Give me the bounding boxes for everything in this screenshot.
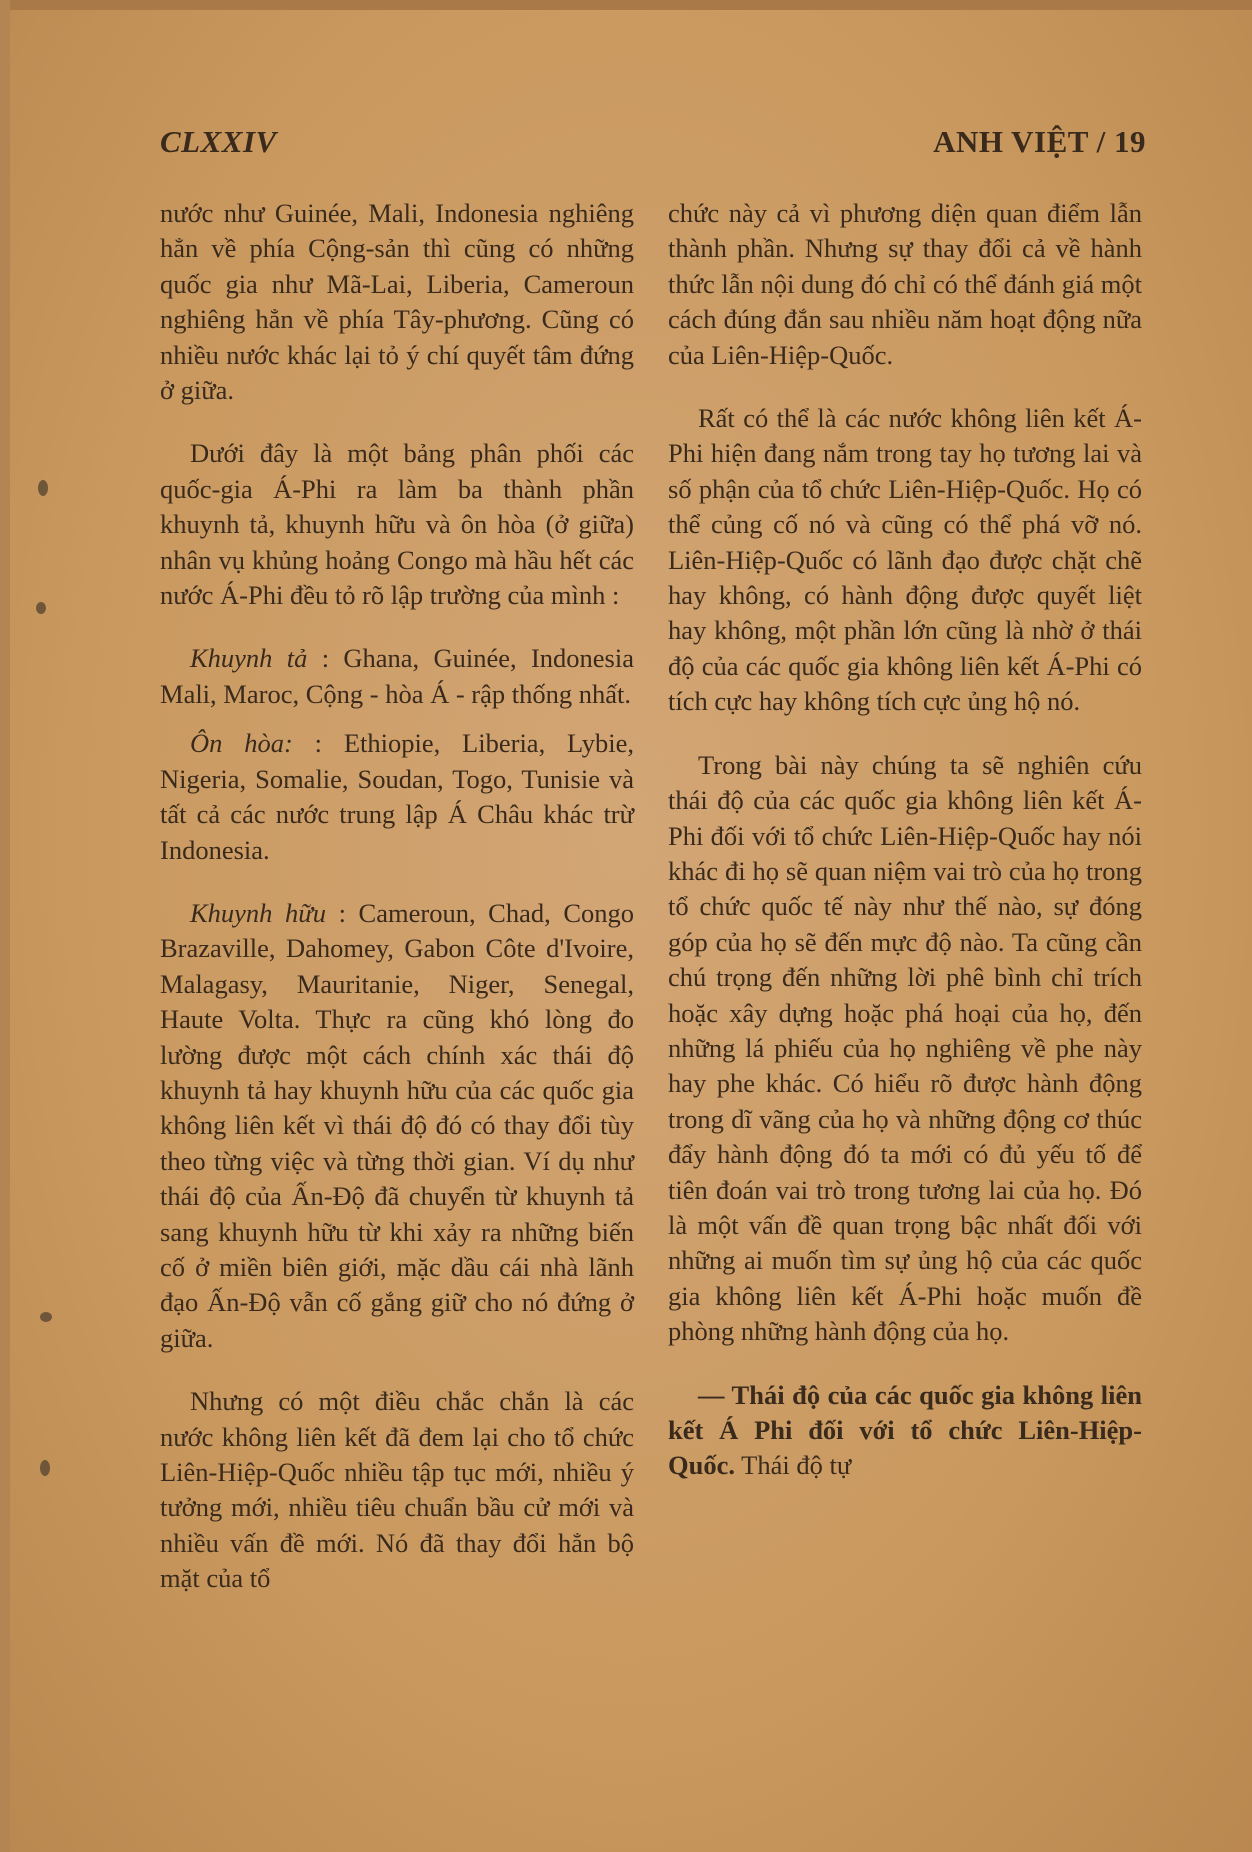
category-label: Khuynh tả: [190, 643, 308, 674]
page-label: CLXXIV: [160, 124, 277, 159]
category-label: Khuynh hữu: [190, 897, 326, 928]
page-header: [160, 124, 1146, 168]
category-list: : Cameroun, Chad, Congo Brazaville, Dahomey, Gabon Côte d'Ivoire, Malagasy, Mauritanie, Niger, Senegal, Haute Volta. Thực ra cũng khó lòng đo lường được một cách chính xác thái độ khuynh tả hay khuynh hữu của các quốc gia không liên kết vì thái độ đó có thay đổi tùy theo từng việc và từng thời gian. Ví dụ như thái độ của Ấn-Độ đã chuyển từ khuynh tả sang khuynh hữu từ khi xảy ra những biến cố ở miền biên giới, mặc dầu cái nhà lãnh đạo Ấn-Độ vẫn cố gắng giữ cho nó đứng ở giữa.: [160, 897, 634, 1353]
binding-hole-mark: [40, 1312, 52, 1322]
binding-hole-mark: [36, 602, 46, 614]
left-column: [160, 196, 634, 1597]
category-list: : Ghana, Guinée, Indonesia Mali, Maroc, Cộng - hòa Á - rập thống nhất.: [160, 643, 634, 709]
category-label: Ôn hòa:: [190, 728, 293, 759]
paragraph: [160, 896, 634, 1356]
section-heading: — Thái độ của các quốc gia không liên kết Á Phi đối với tổ chức Liên-Hiệp-Quốc.: [668, 1379, 1142, 1481]
binding-hole-mark: [38, 480, 48, 496]
paragraph: Nhưng có một điều chắc chắn là các nước không liên kết đã đem lại cho tổ chức Liên-Hiệp-Quốc nhiều tập tục mới, nhiều ý tưởng mới, nhiều tiêu chuẩn bầu cử mới và nhiều vấn đề mới. Nó đã thay đổi hẳn bộ mặt của tổ: [160, 1386, 634, 1594]
paragraph: Rất có thể là các nước không liên kết Á-Phi hiện đang nắm trong tay họ tương lai và số phận của tổ chức Liên-Hiệp-Quốc. Họ có thể củng cố nó và cũng có thể phá vỡ nó. Liên-Hiệp-Quốc có lãnh đạo được chặt chẽ hay không, có hành động được quyết liệt hay không, một phần lớn cũng là nhờ ở thái độ của các quốc gia không liên kết Á-Phi có tích cực hay không tích cực ủng hộ nó.: [668, 403, 1142, 717]
paragraph: [160, 641, 634, 712]
right-column: [668, 196, 1142, 1484]
paragraph: Dưới đây là một bảng phân phối các quốc-gia Á-Phi ra làm ba thành phần khuynh tả, khuynh hữu và ôn hòa (ở giữa) nhân vụ khủng hoảng Congo mà hầu hết các nước Á-Phi đều tỏ rõ lập trường của mình :: [160, 438, 634, 611]
paragraph: [668, 1378, 1142, 1484]
page-edge-top: [0, 0, 1252, 10]
section-text: Thái độ tự: [735, 1450, 852, 1481]
paragraph: [160, 726, 634, 868]
running-title: ANH VIỆT / 19: [933, 124, 1146, 159]
binding-hole-mark: [40, 1460, 50, 1476]
page-edge-left: [0, 0, 10, 1852]
paragraph: Trong bài này chúng ta sẽ nghiên cứu thái độ của các quốc gia không liên kết Á-Phi đối với tổ chức Liên-Hiệp-Quốc hay nói khác đi họ sẽ quan niệm vai trò của họ trong tổ chức quốc tế này như thế nào, sự đóng góp của họ sẽ đến mực độ nào. Ta cũng cần chú trọng đến những lời phê bình chỉ trích hoặc xây dựng hoặc phá hoại của họ, đến những lá phiếu của họ nghiêng về phe này hay phe khác. Có hiểu rõ được hành động trong dĩ vãng của họ và những động cơ thúc đẩy hành động đó ta mới có đủ yếu tố để tiên đoán vai trò trong tương lai của họ. Đó là một vấn đề quan trọng bậc nhất đối với những ai muốn tìm sự ủng hộ của các quốc gia không liên kết Á-Phi hoặc muốn đề phòng những hành động của họ.: [668, 749, 1142, 1347]
category-list: : Ethiopie, Liberia, Lybie, Nigeria, Somalie, Soudan, Togo, Tunisie và tất cả các nước trung lập Á Châu khác trừ Indonesia.: [160, 728, 634, 865]
paragraph: nước như Guinée, Mali, Indonesia nghiêng hẳn về phía Cộng-sản thì cũng có những quốc gia như Mã-Lai, Liberia, Cameroun nghiêng hẳn về phía Tây-phương. Cũng có nhiều nước khác lại tỏ ý chí quyết tâm đứng ở giữa.: [160, 198, 634, 406]
paragraph: chức này cả vì phương diện quan điểm lẫn thành phần. Nhưng sự thay đổi cả về hành thức lẫn nội dung đó chỉ có thể đánh giá một cách đúng đắn sau nhiều năm hoạt động nữa của Liên-Hiệp-Quốc.: [668, 198, 1142, 370]
